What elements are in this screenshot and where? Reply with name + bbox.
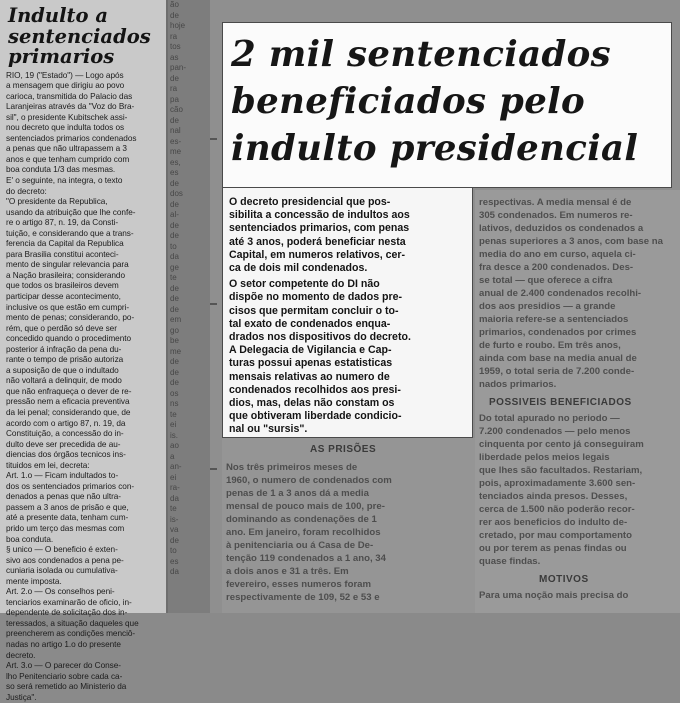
lead-paragraph-1: O decreto presidencial que pos- sibilita a concessão de indultos aos sentenciados primarios, com penas até 3 anos, poderá beneficiar nesta Capital, em numeros relativos, cer- ca de dois mil condenados. xyxy=(229,196,469,275)
column-rule-tick xyxy=(210,303,217,305)
section-heading-as-prisoes: AS PRISÕES xyxy=(310,444,472,455)
right-column-body-2: Do total apurado no periodo — 7.200 condenados — pelo menos cinquenta por cento já conseguiram liberdade pelos meios legais que lhes são facultados. Restariam, pois, aproximadamente 3.600 sen- tenciados ainda presos. Desses, cerca de 1.500 não poderão recor- rer aos beneficios do indulto de- cretado, por mau comportamento ou por terem as penas findas ou quase findas. xyxy=(479,412,677,568)
left-article-body: RIO, 19 ("Estado") — Logo após a mensagem que dirigiu ao povo carioca, transmitida do Palacio das Laranjeiras através da "Voz do Bra- sil", o presidente Kubitschek assi- nou decreto que indulta todos os sentenciados primarios condenados a penas que não ultrapassem a 3 anos e que tenham cumprido com boa conduta 1/3 das mesmas. E' o seguinte, na integra, o texto do decreto: "O presidente da Republica, usando da atribuição que lhe confe- re o artigo 87, n. 19, da Consti- tuição, e considerando que a trans- ferencia da Capital da Republica para Brasilia constitui aconteci- mento de singular relevancia para a Nação brasileira; considerando que todos os brasileiros devem participar desse acontecimento, inclusive os que estão em cumpri- mento de penas; considerando, po- rém, que o perdão só deve ser concedido quando o procedimento posterior á infração da pena du- rante o tempo de prisão autoriza a suposição de que o indultado não voltará a delinquir, de modo que não enfraqueça o dever de re- pressão nem a eficacia preventiva da lei penal; considerando que, de acordo com o artigo 87, n. 19, da Constituição, a concessão do in- dulto deve ser precedida de au- diencias dos órgãos tecnicos ins- tituidos em lei, decreta: Art. 1.o — Ficam indultados to- dos os sentenciados primarios con- denados a penas que não ultra- passem a 3 anos de prisão e que, até a presente data, tenham cum- prido um terço das mesmas com boa conduta. § unico — O beneficio é exten- sivo aos condenados a pena pe- cuniaria isolada ou cumulativa- mente imposta. Art. 2.o — Os conselhos peni- tenciarios examinarão de oficio, in- dependente de solicitação dos in- teressados, a situação daqueles que preencherem as condições menciô- nadas no artigo 1.o do presente decreto. Art. 3.o — O parecer do Conse- lho Penitenciario sobre cada ca- so será remetido ao Ministerio da Justiça". xyxy=(6,71,162,703)
cropped-column-fragment xyxy=(168,0,210,613)
cropped-column-text: ão de hoje ra tos as pan- de ra pa cão de nal es- me es, es de dos de al- de de to da ge te de de de em go be me de de de os ns te ei is. ao a an- ei ra- da te is- va de to es da xyxy=(170,0,210,578)
main-headline-box xyxy=(222,22,672,188)
lead-paragraph-2: O setor competente do DI não dispõe no momento de dados pre- cisos que permitam concluir o to- tal exato de condenados enqua- drados nos dispositivos do decreto. A Delegacia de Vigilancia e Cap- turas possui apenas estatisticas mensais relativas ao numero de condenados recolhidos aos presi- dios, mas, delas não constam os que obtiveram liberdade condicio- nal ou "sursis". xyxy=(229,278,469,436)
left-column-article xyxy=(0,0,168,613)
main-headline: 2 mil sentenciados beneficiados pelo indulto presidencial xyxy=(231,31,661,172)
right-column-body-1: respectivas. A media mensal é de 305 condenados. Em numeros re- lativos, deduzidos os condenados a penas superiores a 3 anos, com base na media do ano em curso, aquela ci- fra desce a 200 condenados. Des- se total — que oferece a cifra anual de 2.400 condenados recolhi- dos aos presidios — a grande maioria refere-se a sentenciados primarios, condenados por crimes de furto e roubo. Em três anos, ainda com base na media anual de 1959, o total seria de 7.200 conde- nados primarios. xyxy=(479,196,677,391)
column-rule-tick xyxy=(210,138,217,140)
section-heading-motivos: MOTIVOS xyxy=(539,574,677,585)
section-heading-possiveis-beneficiados: POSSIVEIS BENEFICIADOS xyxy=(489,397,677,408)
right-column-body-3: Para uma noção mais precisa do xyxy=(479,589,677,602)
bottom-continuation-column xyxy=(222,438,475,613)
column-rule-tick xyxy=(210,468,217,470)
main-lead-box xyxy=(222,188,473,438)
bottom-column-body: Nos três primeiros meses de 1960, o numero de condenados com penas de 1 a 3 anos dá a media mensal de pouco mais de 100, pre- dominando as condenações de 1 ano. Em janeiro, foram recolhidos à penitenciaria ou á Casa de De- tenção 119 condenados a 1 ano, 34 a dois anos e 31 a três. Em fevereiro, esses numeros foram respectivamente de 109, 52 e 53 e xyxy=(226,461,472,604)
left-article-headline: Indulto a sentenciados primarios xyxy=(8,6,162,68)
right-continuation-column xyxy=(475,190,680,613)
